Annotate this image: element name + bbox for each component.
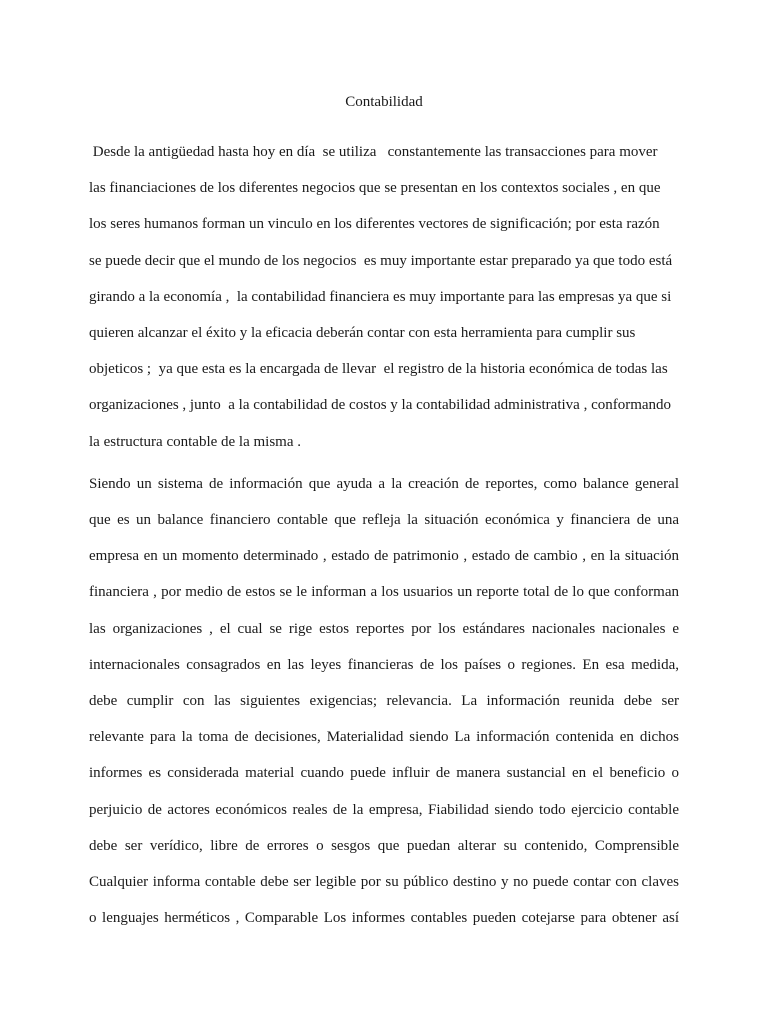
text-line: Desde la antigüedad hasta hoy en día se utiliza constantemente las transacciones para mover <box>89 144 658 160</box>
text-line: las organizaciones , el cual se rige estos reportes por los estándares nacionales nacionales e <box>89 620 679 637</box>
text-line: debe cumplir con las siguientes exigencias; relevancia. La información reunida debe ser <box>89 693 679 710</box>
text-line: objeticos ; ya que esta es la encargada de llevar el registro de la historia económica de todas las <box>89 361 668 378</box>
text-line: organizaciones , junto a la contabilidad de costos y la contabilidad administrativa , conformando <box>89 397 672 414</box>
text-line: relevante para la toma de decisiones, Materialidad siendo La información contenida en dichos <box>89 729 679 746</box>
text-line: informes es considerada material cuando puede influir de manera sustancial en el beneficio o <box>89 765 679 782</box>
text-line: Siendo un sistema de información que ayuda a la creación de reportes, como balance general <box>89 475 679 492</box>
text-line: internacionales consagrados en las leyes financieras de los países o regiones. En esa medida, <box>89 656 679 673</box>
text-line: que es un balance financiero contable que refleja la situación económica y financiera de una <box>89 512 679 529</box>
text-line: los seres humanos forman un vinculo en los diferentes vectores de significación; por esta razón <box>89 216 660 233</box>
document-title: Contabilidad <box>345 94 423 110</box>
text-line: empresa en un momento determinado , estado de patrimonio , estado de cambio , en la situación <box>89 548 679 565</box>
document-body <box>89 134 679 936</box>
text-line: girando a la economía , la contabilidad financiera es muy importante para las empresas ya que si <box>89 288 672 305</box>
paragraph-2 <box>89 466 679 937</box>
text-line: Cualquier informa contable debe ser legible por su público destino y no puede contar con claves <box>89 874 679 891</box>
text-line: se puede decir que el mundo de los negocios es muy importante estar preparado ya que todo está <box>89 252 673 269</box>
paragraph-1 <box>89 134 679 460</box>
text-line: perjuicio de actores económicos reales de la empresa, Fiabilidad siendo todo ejercicio contable <box>89 801 679 818</box>
text-line: financiera , por medio de estos se le informan a los usuarios un reporte total de lo que conforman <box>89 584 679 601</box>
text-line: la estructura contable de la misma . <box>89 433 301 450</box>
text-line: las financiaciones de los diferentes negocios que se presentan en los contextos sociales , en que <box>89 180 661 197</box>
text-line: quieren alcanzar el éxito y la eficacia deberán contar con esta herramienta para cumplir sus <box>89 325 636 342</box>
text-line: o lenguajes herméticos , Comparable Los informes contables pueden cotejarse para obtener así <box>89 910 679 927</box>
text-line: debe ser verídico, libre de errores o sesgos que puedan alterar su contenido, Comprensible <box>89 837 679 854</box>
